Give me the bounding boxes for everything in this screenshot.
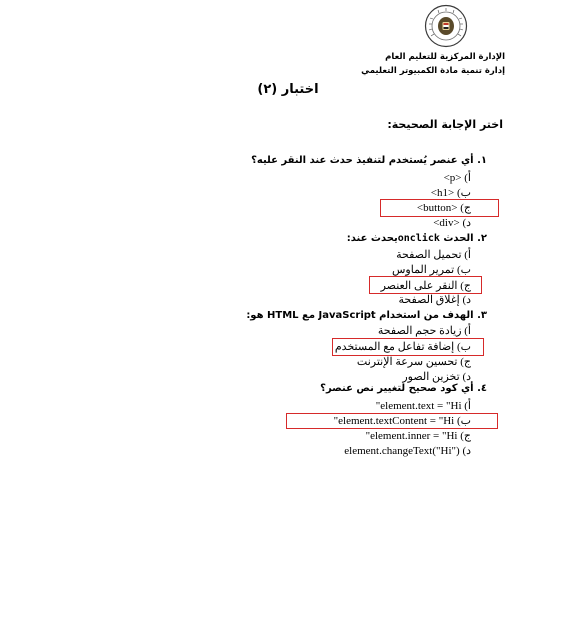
option-text: تخزين الصور: [402, 371, 460, 383]
page-title: اختبار (٢): [257, 82, 319, 97]
question-number: ٤.: [477, 383, 487, 394]
option-text: element.text = "Hi": [375, 400, 462, 412]
option-letter: ب): [456, 187, 471, 199]
ministry-emblem-logo: [424, 4, 468, 48]
option-text: تحميل الصفحة: [396, 249, 462, 261]
option-text: <button>: [416, 202, 458, 214]
question-4: [320, 383, 487, 394]
option-text: إغلاق الصفحة: [398, 294, 460, 306]
option-text: تحسين سرعة الإنترنت: [356, 356, 458, 368]
option-letter: أ): [464, 249, 471, 261]
option-text: element.textContent = "Hi": [333, 415, 455, 427]
q3-option-a[interactable]: [378, 325, 471, 338]
option-letter: أ): [464, 400, 471, 412]
question-1: [251, 155, 487, 166]
instruction-text: اختر الإجابة الصحيحة:: [387, 118, 503, 131]
option-text: <p>: [443, 172, 462, 184]
option-text: element.changeText("Hi"): [344, 445, 460, 457]
answer-highlight-box: [332, 338, 484, 356]
question-text: الحدث onclickيحدث عند:: [346, 233, 474, 244]
option-letter: ج): [460, 356, 471, 368]
option-letter: ج): [460, 202, 471, 214]
option-text: <div>: [433, 217, 460, 229]
option-text: <h1>: [430, 187, 455, 199]
answer-highlight-box: [286, 413, 498, 429]
header-line-computer-department: إدارة تنمية مادة الكمبيوتر التعليمي: [361, 66, 505, 76]
question-number: ٣.: [477, 310, 487, 321]
question-2: [347, 233, 487, 244]
option-text: element.inner = "Hi": [365, 430, 458, 442]
option-letter: د): [462, 217, 471, 229]
answer-highlight-box: [369, 276, 482, 294]
option-text: إضافة تفاعل مع المستخدم: [334, 341, 455, 353]
q2-option-d[interactable]: [399, 294, 471, 307]
question-number: ٢.: [477, 233, 487, 244]
option-letter: د): [462, 294, 471, 306]
question-3: [246, 310, 487, 321]
option-text: تمرير الماوس: [391, 264, 455, 276]
option-letter: ب): [456, 341, 471, 353]
question-text: أي عنصر يُستخدم لتنفيذ حدث عند النقر عليه؟: [251, 155, 474, 166]
option-letter: ج): [460, 280, 471, 292]
q4-option-c[interactable]: [366, 430, 471, 443]
header-line-central-administration: الإدارة المركزية للتعليم العام: [385, 52, 505, 62]
option-letter: د): [462, 371, 471, 383]
option-letter: ب): [456, 264, 471, 276]
option-letter: ب): [456, 415, 471, 427]
q1-option-d[interactable]: [433, 217, 471, 230]
q3-option-c[interactable]: [357, 356, 471, 369]
answer-highlight-box: [380, 199, 499, 217]
question-text: الهدف من استخدام JavaScript مع HTML هو:: [246, 310, 474, 321]
q4-option-a[interactable]: [376, 400, 471, 413]
option-letter: أ): [464, 172, 471, 184]
question-number: ١.: [477, 155, 487, 166]
question-text: أي كود صحيح لتغيير نص عنصر؟: [320, 383, 474, 394]
q2-option-a[interactable]: [396, 249, 471, 262]
option-letter: ج): [460, 430, 471, 442]
q4-option-d[interactable]: [344, 445, 471, 458]
q1-option-a[interactable]: [444, 172, 471, 185]
option-text: النقر على العنصر: [380, 280, 458, 292]
option-letter: د): [462, 445, 471, 457]
option-text: زيادة حجم الصفحة: [377, 325, 462, 337]
option-letter: أ): [464, 325, 471, 337]
